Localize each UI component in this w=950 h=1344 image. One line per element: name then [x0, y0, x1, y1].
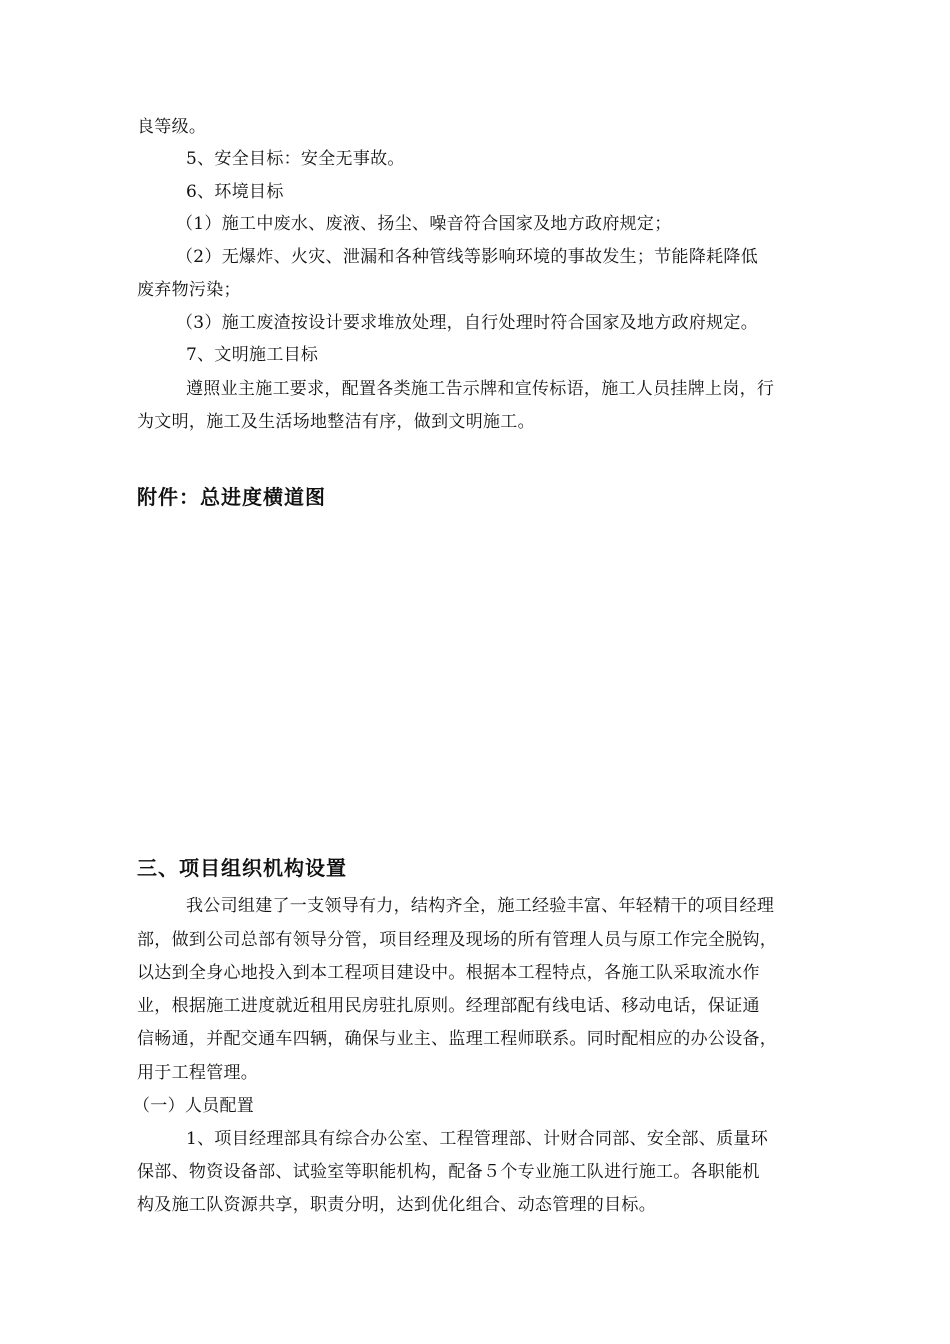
paragraph-line: 部，做到公司总部有领导分管，项目经理及现场的所有管理人员与原工作完全脱钩， [137, 930, 778, 950]
text-line-quality-level: 良等级。 [137, 117, 207, 137]
text-line-civilized-para: 遵照业主施工要求，配置各类施工告示牌和宣传标语，施工人员挂牌上岗，行 [186, 379, 775, 399]
text-line-env-item-3: （3）施工废渣按设计要求堆放处理，自行处理时符合国家及地方政府规定。 [176, 313, 759, 333]
sub-heading-personnel: （一）人员配置 [133, 1096, 255, 1116]
item-line: 1、项目经理部具有综合办公室、工程管理部、计财合同部、安全部、质量环 [186, 1129, 769, 1149]
section-heading: 三、项目组织机构设置 [137, 856, 347, 880]
text-line-civilized-goal: 7、文明施工目标 [186, 345, 319, 365]
item-line: 保部、物资设备部、试验室等职能机构，配备５个专业施工队进行施工。各职能机 [137, 1162, 760, 1182]
paragraph-line: 用于工程管理。 [137, 1063, 259, 1083]
paragraph-line: 我公司组建了一支领导有力，结构齐全，施工经验丰富、年轻精干的项目经理 [186, 896, 775, 916]
item-line: 构及施工队资源共享，职责分明，达到优化组合、动态管理的目标。 [137, 1195, 656, 1215]
text-line-env-item-1: （1）施工中废水、废液、扬尘、噪音符合国家及地方政府规定； [176, 214, 672, 234]
text-line-environment-goal: 6、环境目标 [186, 182, 284, 202]
text-line-civilized-para-cont: 为文明，施工及生活场地整洁有序，做到文明施工。 [137, 412, 535, 432]
text-line-env-item-2: （2）无爆炸、火灾、泄漏和各种管线等影响环境的事故发生；节能降耗降低 [176, 247, 759, 267]
attachment-heading: 附件：总进度横道图 [137, 485, 326, 509]
text-line-env-item-2-cont: 废弃物污染； [137, 280, 241, 300]
paragraph-line: 信畅通，并配交通车四辆，确保与业主、监理工程师联系。同时配相应的办公设备， [137, 1029, 778, 1049]
paragraph-line: 业，根据施工进度就近租用民房驻扎原则。经理部配有线电话、移动电话，保证通 [137, 996, 760, 1016]
text-line-safety-goal: 5、安全目标：安全无事故。 [186, 149, 405, 169]
paragraph-line: 以达到全身心地投入到本工程项目建设中。根据本工程特点，各施工队采取流水作 [137, 963, 760, 983]
